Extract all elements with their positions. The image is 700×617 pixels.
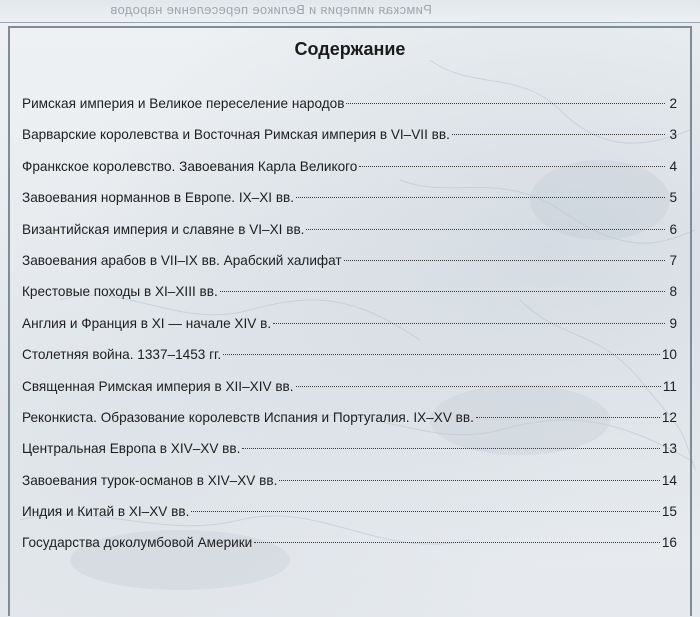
toc-entry [22,339,677,370]
toc-entry [22,214,677,245]
toc-entry-title: Англия и Франция в XI — начале XIV в. [22,315,272,331]
toc-page-number: 3 [669,127,677,143]
toc-entry-title: Крестовые походы в XI–XIII вв. [22,284,218,300]
dot-leader [306,229,665,230]
dot-leader [344,260,665,261]
toc-entry-title: Государства доколумбовой Америки [22,535,253,551]
toc-entry-title: Завоевания турок-османов в XIV–XV вв. [22,472,278,488]
toc-entry [22,371,677,402]
toc-entry-title: Священная Римская империя в XII–XIV вв. [22,378,294,394]
mirrored-header-text: Римская империя и Великое переселение народов [110,2,432,17]
dot-leader [296,386,661,387]
dot-leader [254,542,660,543]
dot-leader [346,103,665,104]
toc-entry [22,276,677,307]
top-bleed-strip [0,0,700,23]
toc-entry [22,245,677,276]
toc-entry [22,308,677,339]
toc-entry-title: Завоевания арабов в VII–IX вв. Арабский халифат [22,252,342,268]
toc-entry [22,496,677,527]
toc-entry-title: Византийская империя и славяне в VI–XI вв. [22,221,305,237]
toc-page-number: 16 [661,535,677,551]
toc-entry [22,151,677,182]
dot-leader [296,197,665,198]
dot-leader [452,134,665,135]
toc-page-number: 4 [669,158,677,174]
dot-leader [476,417,660,418]
toc-page-number: 13 [661,441,677,457]
toc-page-number: 15 [661,504,677,520]
toc-entry-title: Завоевания норманнов в Европе. IX–XI вв. [22,190,295,206]
toc-entry [22,119,677,150]
toc-page-number: 7 [669,252,677,268]
dot-leader [223,354,660,355]
dot-leader [191,511,660,512]
toc-page-number: 9 [669,315,677,331]
toc-entry-title: Центральная Европа в XIV–XV вв. [22,441,241,457]
toc-entry [22,465,677,496]
toc-entry-title: Варварские королевства и Восточная Римская империя в VI–VII вв. [22,127,450,143]
toc-page-number: 2 [669,96,677,111]
dot-leader [279,480,660,481]
toc-page-number: 12 [661,409,677,425]
dot-leader [273,323,665,324]
toc-page-number: 11 [662,378,677,394]
dot-leader [242,448,659,449]
toc-page-number: 8 [669,284,677,300]
toc-entry [22,527,677,558]
toc-page-number: 10 [661,347,677,363]
toc-entry-title: Римская империя и Великое переселение народов [22,96,345,111]
toc-entry-title: Столетняя война. 1337–1453 гг. [22,347,222,363]
page-title: Содержание [294,39,406,59]
toc-entry [22,433,677,464]
toc-entry [22,182,677,213]
toc-entry-title: Индия и Китай в XI–XV вв. [22,504,190,520]
table-of-contents [22,88,677,559]
toc-page-number: 14 [661,472,677,488]
dot-leader [359,166,665,167]
toc-page-number: 5 [669,190,677,206]
toc-entry-title: Реконкиста. Образование королевств Испания и Португалия. IX–XV вв. [22,409,474,425]
toc-entry-title: Франкское королевство. Завоевания Карла Великого [22,158,358,174]
dot-leader [220,291,665,292]
toc-entry [22,402,677,433]
toc-entry [22,88,677,119]
toc-page-number: 6 [669,221,677,237]
